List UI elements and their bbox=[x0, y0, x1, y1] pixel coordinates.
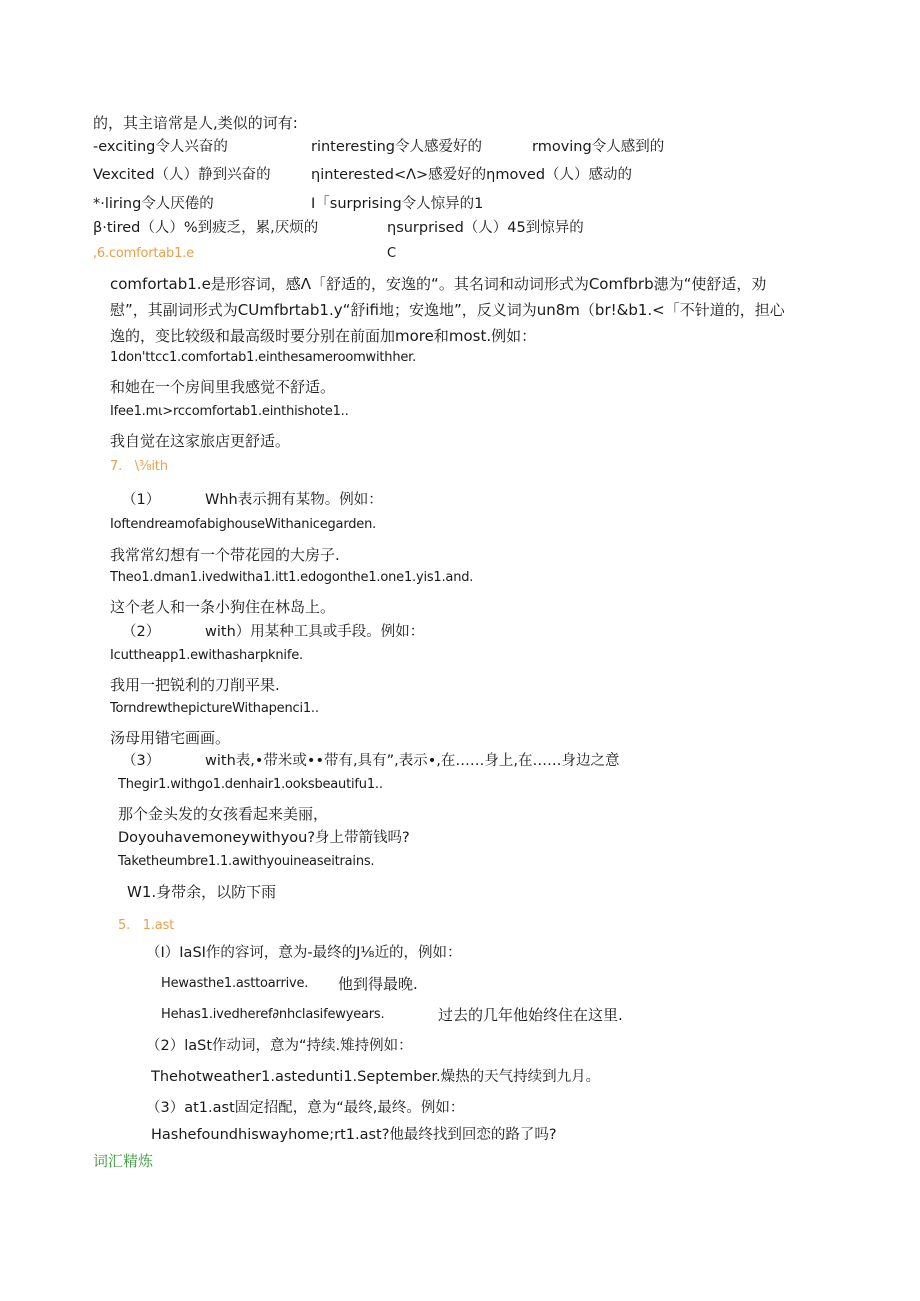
intro-line: 的，其主谙常是人,类似的诃有: bbox=[93, 114, 298, 132]
item-text: （3）at1.ast固定招配，意为“最终,最终。例如： bbox=[146, 1100, 465, 1116]
example-mixed: Thehotweather1.astedunti1.September.燥热的天气持续到九月。 bbox=[151, 1069, 601, 1085]
item-text: with）用某种工具或手段。例如： bbox=[205, 624, 425, 640]
adj-cell: β·tired（人）%到疲乏，累,厌烦的 bbox=[93, 220, 319, 236]
example-mixed: Doyouhavemoneywithyou?身上带箭钱吗? bbox=[118, 830, 410, 846]
example-en: Hehas1.ivedheref∂nhclasifewyears. bbox=[161, 1007, 385, 1022]
adj-cell: ηsurprised（人）45到惊异的 bbox=[387, 220, 584, 236]
section-heading-with: 7. \⅜ith bbox=[110, 459, 168, 474]
section-heading-comfortable: ,6.comfortab1.e bbox=[93, 246, 194, 261]
example-en: Icuttheapp1.ewithasharpknife. bbox=[110, 648, 303, 663]
adj-cell: -exciting令人兴奋的 bbox=[93, 139, 228, 155]
section-mark: C bbox=[387, 246, 396, 261]
item-number: （1） bbox=[122, 492, 161, 508]
example-mixed: Hashefoundhiswayhome;rt1.ast?他最终找到回恋的路了吗? bbox=[151, 1127, 557, 1143]
example-cn: 和她在一个房间里我感觉不舒适。 bbox=[110, 378, 336, 396]
example-en: 1don'ttcc1.comfortab1.einthesameroomwithher. bbox=[110, 350, 417, 365]
example-en: Thegir1.withgo1.denhair1.ooksbeautifu1.. bbox=[118, 777, 383, 792]
example-cn: 过去的几年他始终住在这里. bbox=[438, 1006, 623, 1024]
example-en: Taketheumbre1.1.awithyouineaseitrains. bbox=[118, 854, 375, 869]
example-cn: 他到得最晚. bbox=[338, 975, 418, 993]
example-cn: 我自觉在这家旅店更舒适。 bbox=[110, 432, 291, 450]
adj-cell: rinteresting令人感爱好的 bbox=[311, 139, 483, 155]
example-cn: W1.身带余，以防下雨 bbox=[127, 883, 277, 901]
example-cn: 汤母用错宅画画。 bbox=[110, 729, 231, 747]
item-text: with表,•带米或••带有,具有”,表示•,在……身上,在……身边之意 bbox=[205, 753, 620, 769]
example-en: Hewasthe1.asttoarrive. bbox=[161, 976, 309, 991]
item-text: （I）IaSI作的容诃，意为-最终的J⅛近的，例如： bbox=[146, 945, 462, 961]
example-cn: 那个金头发的女孩看起来美丽， bbox=[118, 805, 329, 823]
example-cn: 这个老人和一条小狗住在林岛上。 bbox=[110, 598, 336, 616]
item-text: （2）laSt作动词，意为“持续.雉持例如： bbox=[146, 1038, 413, 1054]
footer-heading: 词汇精炼 bbox=[93, 1152, 154, 1170]
example-en: TorndrewthepictureWithapenci1.. bbox=[110, 701, 319, 716]
adj-cell: I「surprising令人惊异的1 bbox=[311, 196, 484, 212]
example-cn: 我常常幻想有一个带花园的大房子. bbox=[110, 546, 340, 564]
example-en: Ifee1.mι>rccomfortab1.einthishote1.. bbox=[110, 404, 349, 419]
item-text: Whh表示拥有某物。例如： bbox=[205, 492, 383, 508]
section-heading-last: 5. 1.ast bbox=[118, 918, 175, 933]
example-cn: 我用一把锐利的刀削平果. bbox=[110, 676, 280, 694]
item-number: （2） bbox=[122, 624, 161, 640]
adj-cell: Vexcited（人）静到兴奋的 bbox=[93, 167, 271, 183]
adj-cell: ηinterested<Λ>感爱好的ηmoved（人）感动的 bbox=[311, 167, 633, 183]
adj-cell: *·liring令人厌倦的 bbox=[93, 196, 214, 212]
item-number: （3） bbox=[122, 753, 161, 769]
comfortable-paragraph: comfortab1.e是形容词，感Λ「舒适的，安逸的“。其名词和动词形式为Comfbrb漶为“使舒适，劝慰”，其副词形式为CUmfbrtab1.y“舒ifi地；安逸地”，反义词为un8m（br!&b1.<「不针道的，担心逸的，变比较级和最高级时要分别在前面加more和most.例如： bbox=[110, 275, 785, 345]
example-en: Theo1.dman1.ivedwitha1.itt1.edogonthe1.one1.yis1.and. bbox=[110, 570, 474, 585]
adj-cell: r​moving令人感到的 bbox=[532, 139, 665, 155]
example-en: IoftendreamofabighouseWithanicegarden. bbox=[110, 517, 377, 532]
